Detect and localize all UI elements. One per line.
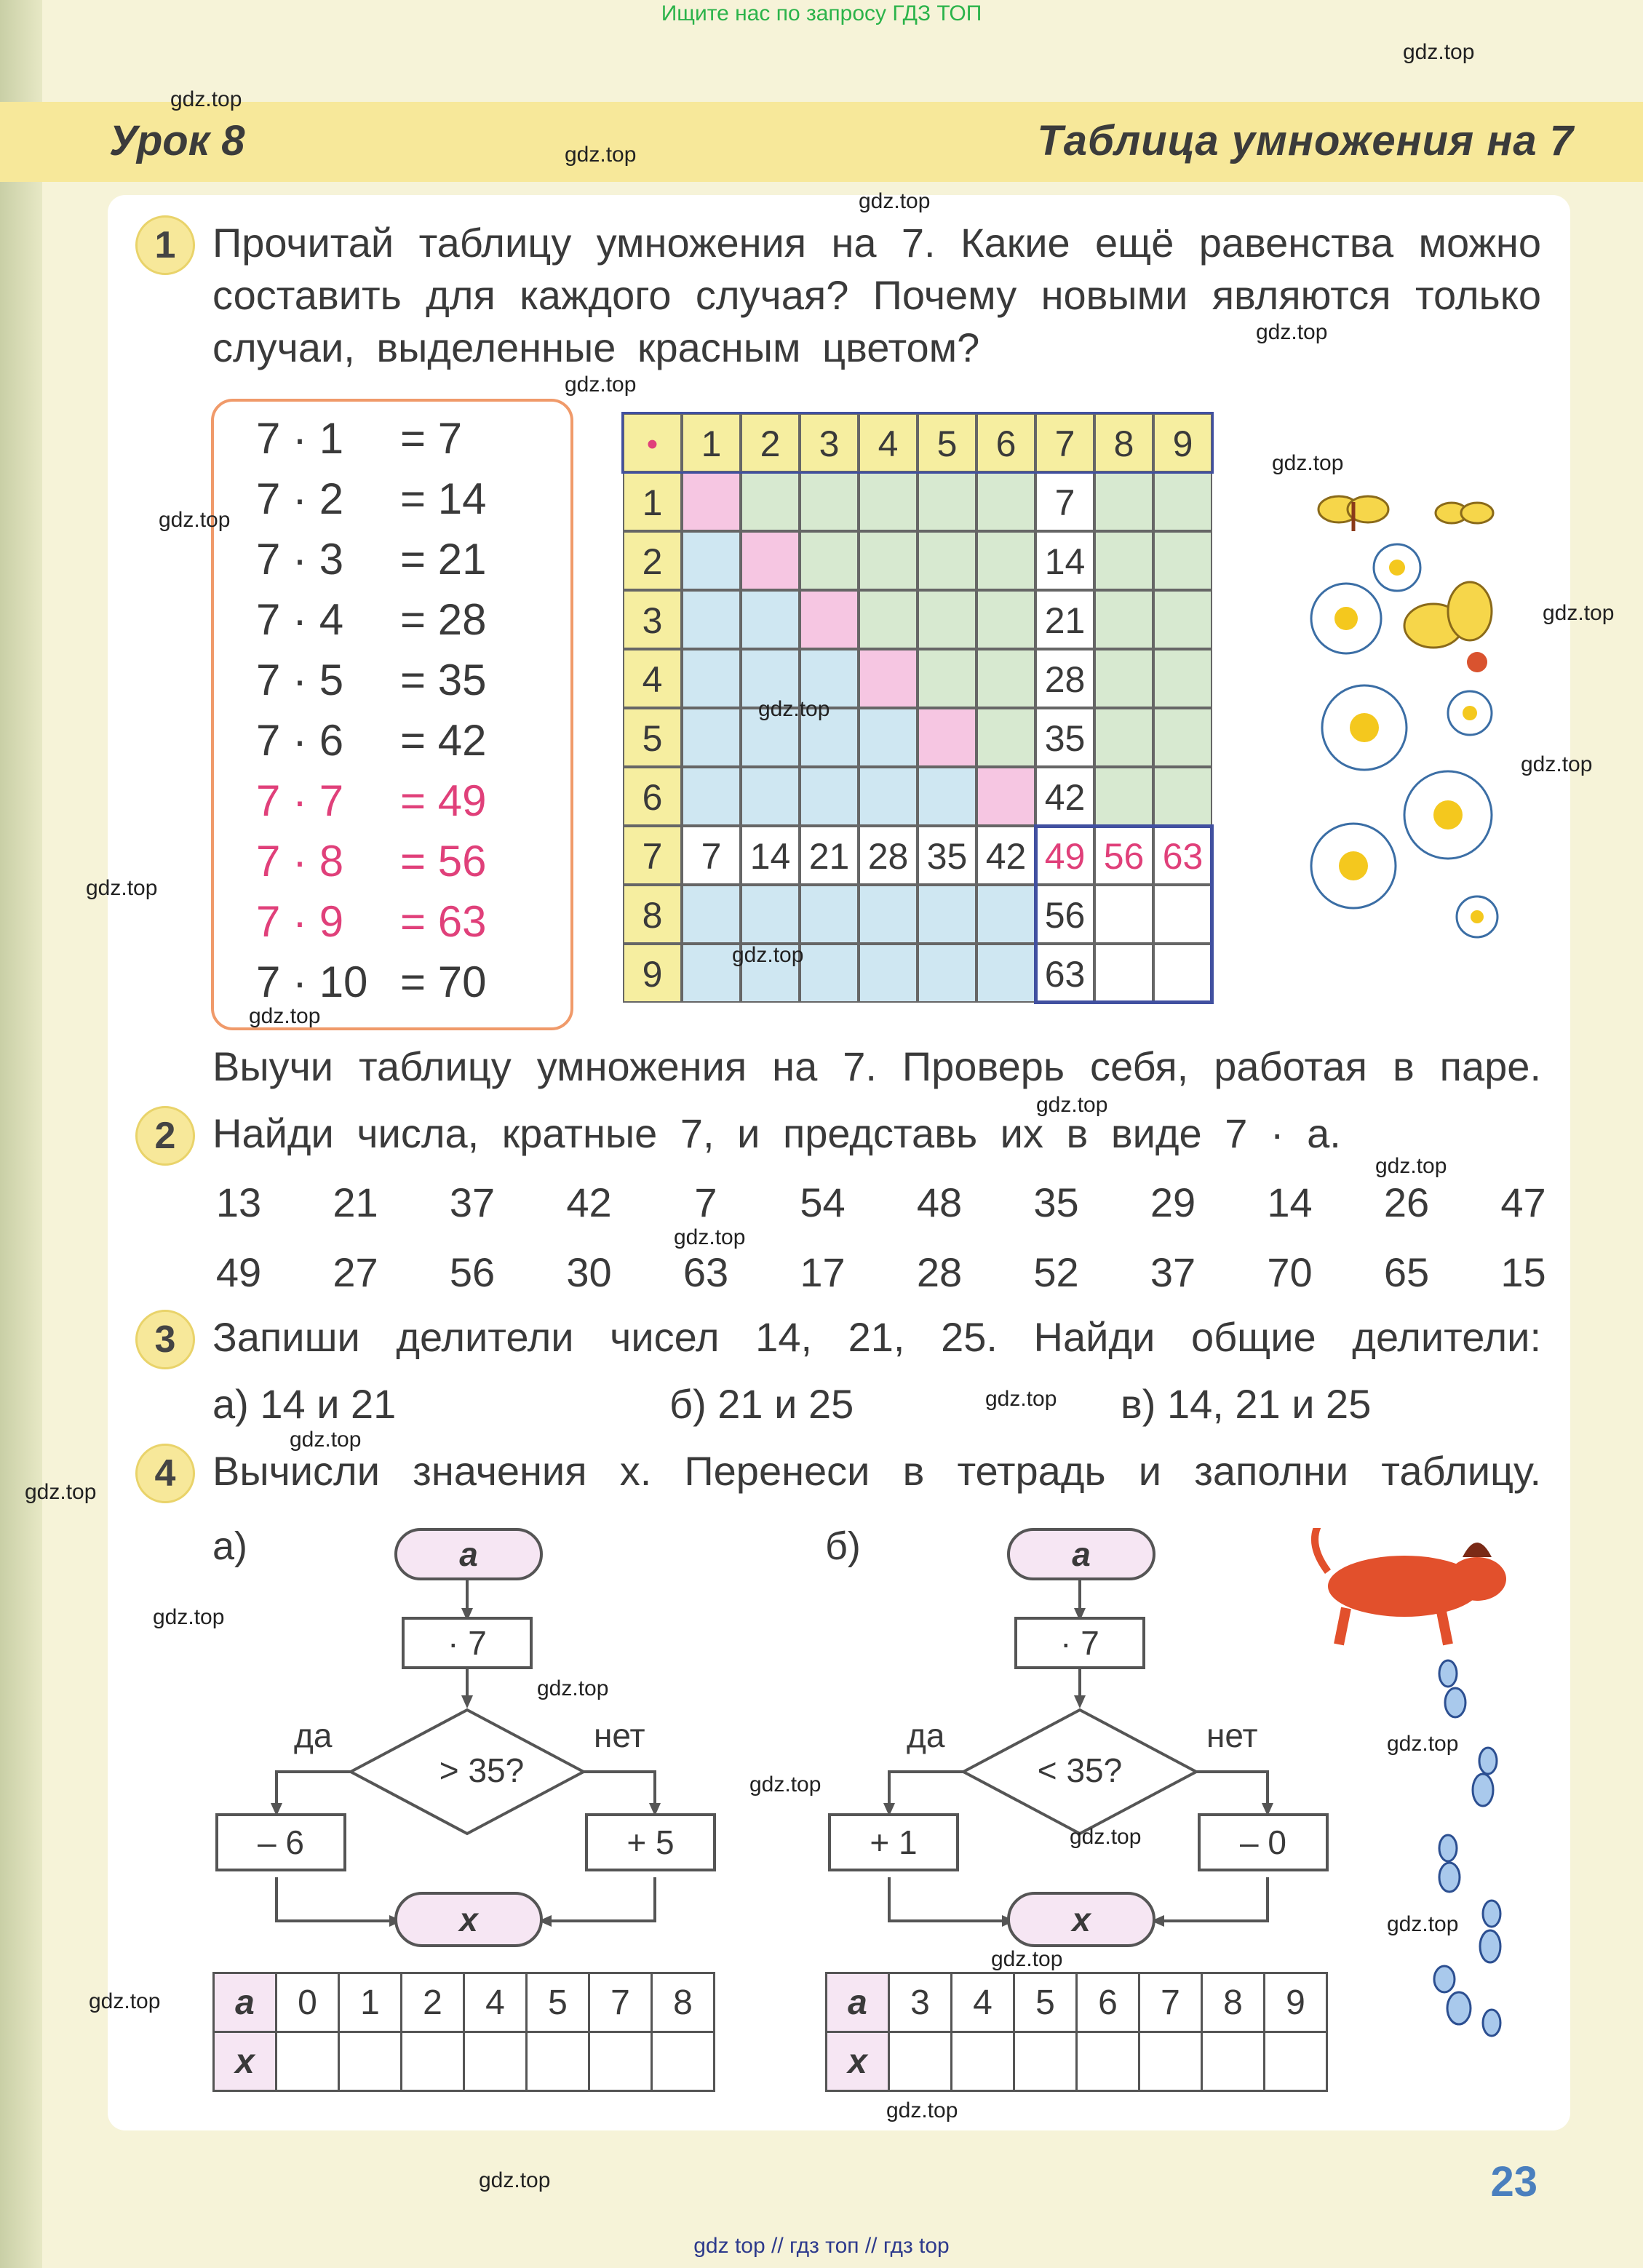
table-row-header: a <box>827 1973 889 2032</box>
grid-cell <box>918 944 976 1003</box>
number-item: 48 <box>916 1179 963 1225</box>
grid-row-header: 8 <box>623 885 682 944</box>
grid-row-header: 9 <box>623 944 682 1003</box>
number-item: 28 <box>916 1249 963 1295</box>
number-item: 65 <box>1383 1249 1430 1295</box>
number-item: 37 <box>449 1179 496 1225</box>
equation-rhs: = 14 <box>400 474 487 523</box>
page-fold-strip <box>0 0 42 2268</box>
grid-cell <box>1094 944 1153 1003</box>
dog-icon <box>1315 1528 1506 1644</box>
grid-cell <box>918 531 976 590</box>
grid-cell <box>1094 590 1153 649</box>
grid-cell <box>918 472 976 531</box>
equation-rhs: = 49 <box>400 776 487 825</box>
grid-cell: 14 <box>741 826 800 885</box>
page-number: 23 <box>1490 2158 1537 2205</box>
grid-cell <box>1094 767 1153 826</box>
watermark: gdz.top <box>859 189 931 213</box>
table-row <box>214 2032 715 2091</box>
grid-cell <box>976 531 1035 590</box>
watermark: gdz.top <box>1387 1912 1459 1936</box>
table-cell <box>1139 2032 1202 2091</box>
flow-b-label: б) <box>825 1524 861 1568</box>
grid-row-header: 1 <box>623 472 682 531</box>
equation-lhs: 7 · 3 <box>256 535 344 584</box>
grid-cell <box>976 472 1035 531</box>
grid-cell <box>918 708 976 767</box>
watermark: gdz.top <box>479 2168 551 2192</box>
equation-rhs: = 28 <box>400 595 487 644</box>
task-3-part-c: в) 14, 21 и 25 <box>1121 1381 1372 1427</box>
grid-cell <box>682 590 741 649</box>
task-1-line-1: Прочитай таблицу умножения на 7. Какие ещё равенства можно <box>212 220 1541 266</box>
number-item: 13 <box>215 1179 262 1225</box>
grid-cell <box>1153 649 1212 708</box>
table-cell <box>402 2032 464 2091</box>
table-cell: 8 <box>1202 1973 1265 2032</box>
grid-cell: 14 <box>1035 531 1094 590</box>
watermark: gdz.top <box>159 508 231 532</box>
grid-column-header: 5 <box>918 413 976 472</box>
watermark: gdz.top <box>290 1428 362 1452</box>
table-cell: 4 <box>464 1973 527 2032</box>
task-3-text: Запиши делители чисел 14, 21, 25. Найди общие делители: <box>212 1314 1541 1360</box>
table-cell <box>277 2032 339 2091</box>
watermark: gdz.top <box>25 1480 97 1504</box>
table-cell: 0 <box>277 1973 339 2032</box>
grid-cell <box>682 767 741 826</box>
grid-cell <box>859 708 918 767</box>
grid-cell <box>741 767 800 826</box>
grid-column-header: 1 <box>682 413 741 472</box>
table-cell: 7 <box>1139 1973 1202 2032</box>
grid-cell <box>800 885 859 944</box>
grid-cell <box>859 472 918 531</box>
watermark: gdz.top <box>565 373 637 397</box>
table-cell <box>527 2032 589 2091</box>
task-4-text: Вычисли значения x. Перенеси в тетрадь и заполни таблицу. <box>212 1448 1541 1494</box>
grid-cell <box>800 590 859 649</box>
grid-cell <box>918 767 976 826</box>
grid-cell <box>1153 885 1212 944</box>
grid-cell <box>800 767 859 826</box>
task-2-text: Найди числа, кратные 7, и представь их в виде 7 · а. <box>212 1110 1341 1156</box>
number-item: 42 <box>566 1179 612 1225</box>
watermark: gdz.top <box>565 143 637 167</box>
number-item: 29 <box>1150 1179 1196 1225</box>
grid-cell <box>682 472 741 531</box>
equation-rhs: = 63 <box>400 897 487 946</box>
table-cell <box>1202 2032 1265 2091</box>
flow-a-label: а) <box>212 1524 248 1568</box>
grid-cell <box>1094 649 1153 708</box>
grid-cell: 63 <box>1153 826 1212 885</box>
number-item: 54 <box>800 1179 846 1225</box>
number-item: 70 <box>1267 1249 1313 1295</box>
flow-b-condition: < 35? <box>1037 1751 1123 1789</box>
flow-b-no: нет <box>1206 1716 1258 1754</box>
table-cell: 7 <box>589 1973 652 2032</box>
grid-cell <box>918 649 976 708</box>
top-watermark-link[interactable]: Ищите нас по запросу ГДЗ ТОП <box>661 1 982 25</box>
grid-cell <box>918 885 976 944</box>
grid-row-header: 4 <box>623 649 682 708</box>
grid-cell <box>1153 472 1212 531</box>
grid-column-header: 7 <box>1035 413 1094 472</box>
table-cell <box>652 2032 715 2091</box>
grid-cell <box>741 590 800 649</box>
table-cell: 5 <box>1014 1973 1077 2032</box>
equation-lhs: 7 · 8 <box>256 837 344 886</box>
table-cell <box>952 2032 1014 2091</box>
task-1-line-3: случаи, выделенные красным цветом? <box>212 325 980 370</box>
task-3-part-a: а) 14 и 21 <box>212 1381 397 1427</box>
grid-cell <box>1153 944 1212 1003</box>
number-item: 27 <box>333 1249 378 1295</box>
grid-cell <box>976 649 1035 708</box>
grid-row-header: 2 <box>623 531 682 590</box>
grid-cell: 49 <box>1035 826 1094 885</box>
table-cell: 8 <box>652 1973 715 2032</box>
grid-row-header: 3 <box>623 590 682 649</box>
flow-a-multiply: · 7 <box>402 1617 533 1669</box>
watermark: gdz.top <box>674 1225 746 1249</box>
grid-cell <box>976 590 1035 649</box>
table-cell <box>889 2032 952 2091</box>
grid-cell <box>1153 767 1212 826</box>
watermark: gdz.top <box>985 1387 1057 1411</box>
flow-b-start: a <box>1007 1528 1155 1580</box>
butterfly-icon <box>1318 496 1388 531</box>
flowchart-a-arrows <box>204 1535 742 1943</box>
grid-cell: 42 <box>1035 767 1094 826</box>
watermark: gdz.top <box>1543 601 1615 625</box>
grid-column-header: 8 <box>1094 413 1153 472</box>
watermark: gdz.top <box>886 2098 958 2122</box>
watermark: gdz.top <box>1521 752 1593 776</box>
number-item: 15 <box>1500 1249 1546 1295</box>
watermark: gdz.top <box>1403 40 1475 64</box>
grid-cell <box>682 885 741 944</box>
grid-corner: • <box>623 413 682 472</box>
watermark: gdz.top <box>537 1676 609 1700</box>
flowchart-b-arrows <box>816 1535 1355 1943</box>
flow-a-no: нет <box>594 1716 645 1754</box>
grid-cell: 28 <box>859 826 918 885</box>
watermark: gdz.top <box>1272 451 1344 475</box>
table-row <box>827 2032 1327 2091</box>
number-item: 49 <box>215 1249 262 1295</box>
grid-cell <box>859 767 918 826</box>
grid-column-header: 6 <box>976 413 1035 472</box>
grid-cell <box>741 885 800 944</box>
equation-rhs: = 56 <box>400 837 487 886</box>
table-cell: 9 <box>1265 1973 1327 2032</box>
grid-cell <box>918 590 976 649</box>
table-cell: 1 <box>339 1973 402 2032</box>
grid-cell <box>1153 708 1212 767</box>
grid-cell <box>800 531 859 590</box>
task-3-badge: 3 <box>135 1310 195 1369</box>
learn-instruction: Выучи таблицу умножения на 7. Проверь себя, работая в паре. <box>212 1043 1541 1089</box>
grid-cell: 28 <box>1035 649 1094 708</box>
number-item: 30 <box>566 1249 612 1295</box>
grid-cell <box>976 944 1035 1003</box>
flow-b-no-op: – 0 <box>1198 1813 1329 1871</box>
table-row-header: x <box>214 2032 277 2091</box>
lesson-number: Урок 8 <box>109 117 245 164</box>
watermark: gdz.top <box>758 697 830 721</box>
table-row-header: a <box>214 1973 277 2032</box>
equation-rhs: = 21 <box>400 535 487 584</box>
flow-a-table <box>212 1972 715 2092</box>
number-item: 21 <box>333 1179 378 1225</box>
task-3-part-b: б) 21 и 25 <box>669 1381 854 1427</box>
grid-row-header: 5 <box>623 708 682 767</box>
equation-lhs: 7 · 4 <box>256 595 344 644</box>
watermark: gdz.top <box>732 943 804 967</box>
grid-cell <box>859 649 918 708</box>
grid-cell <box>859 885 918 944</box>
watermark: gdz.top <box>991 1947 1063 1971</box>
table-cell: 6 <box>1077 1973 1139 2032</box>
grid-cell <box>976 885 1035 944</box>
equation-lhs: 7 · 2 <box>256 474 344 523</box>
grid-cell <box>976 767 1035 826</box>
flow-a-no-op: + 5 <box>585 1813 716 1871</box>
task-1-line-2: составить для каждого случая? Почему новыми являются только <box>212 272 1541 318</box>
task-1-badge: 1 <box>135 215 195 275</box>
task-2-badge: 2 <box>135 1106 195 1166</box>
lesson-title: Таблица умножения на 7 <box>1037 117 1574 164</box>
grid-cell <box>1094 885 1153 944</box>
grid-column-header: 4 <box>859 413 918 472</box>
number-item: 47 <box>1500 1179 1546 1225</box>
grid-cell: 56 <box>1035 885 1094 944</box>
number-item: 35 <box>1033 1179 1079 1225</box>
flow-b-table <box>825 1972 1328 2092</box>
flow-a-condition: > 35? <box>439 1751 525 1789</box>
flow-b-end: x <box>1007 1892 1155 1947</box>
grid-cell <box>682 708 741 767</box>
table-cell: 4 <box>952 1973 1014 2032</box>
grid-cell: 63 <box>1035 944 1094 1003</box>
grid-cell: 56 <box>1094 826 1153 885</box>
grid-column-header: 2 <box>741 413 800 472</box>
watermark: gdz.top <box>89 1989 161 2013</box>
number-item: 56 <box>449 1249 496 1295</box>
table-cell <box>464 2032 527 2091</box>
grid-cell <box>741 472 800 531</box>
grid-cell <box>1153 531 1212 590</box>
watermark: gdz.top <box>1375 1154 1447 1178</box>
grid-cell: 21 <box>1035 590 1094 649</box>
watermark: gdz.top <box>86 876 158 900</box>
flow-a-yes-op: – 6 <box>215 1813 346 1871</box>
equation-lhs: 7 · 6 <box>256 716 344 765</box>
grid-cell: 35 <box>1035 708 1094 767</box>
number-item: 14 <box>1267 1179 1313 1225</box>
grid-cell <box>1094 472 1153 531</box>
table-cell <box>589 2032 652 2091</box>
flow-b-yes: да <box>907 1716 945 1754</box>
watermark: gdz.top <box>1070 1825 1142 1849</box>
footprint-icon <box>1434 1660 1500 2036</box>
grid-cell <box>859 590 918 649</box>
equation-rhs: = 70 <box>400 958 487 1006</box>
watermark: gdz.top <box>1387 1732 1459 1756</box>
table-cell: 3 <box>889 1973 952 2032</box>
table-cell <box>339 2032 402 2091</box>
dog-footprints-illustration <box>1295 1528 1513 2052</box>
butterfly-icon <box>1436 503 1493 523</box>
grid-cell <box>976 708 1035 767</box>
watermark: gdz.top <box>749 1772 822 1797</box>
flow-a-end: x <box>394 1892 543 1947</box>
grid-column-header: 9 <box>1153 413 1212 472</box>
grid-cell <box>1094 531 1153 590</box>
watermark: gdz.top <box>170 87 242 111</box>
footer-links[interactable]: gdz top // гдз топ // гдз top <box>693 2234 950 2258</box>
equation-lhs: 7 · 10 <box>256 958 368 1006</box>
grid-cell: 35 <box>918 826 976 885</box>
watermark: gdz.top <box>1036 1093 1108 1117</box>
number-item: 7 <box>694 1179 717 1225</box>
grid-cell <box>682 649 741 708</box>
table-cell <box>1014 2032 1077 2091</box>
grid-cell <box>682 531 741 590</box>
number-item: 37 <box>1150 1249 1196 1295</box>
grid-cell <box>800 472 859 531</box>
grid-cell: 7 <box>682 826 741 885</box>
grid-cell <box>1153 590 1212 649</box>
flow-a-yes: да <box>294 1716 333 1754</box>
watermark: gdz.top <box>153 1605 225 1629</box>
flow-a-start: a <box>394 1528 543 1580</box>
grid-cell: 42 <box>976 826 1035 885</box>
grid-cell <box>800 944 859 1003</box>
butterfly-icon <box>1404 582 1492 672</box>
equation-rhs: = 35 <box>400 656 487 704</box>
equation-lhs: 7 · 9 <box>256 897 344 946</box>
grid-cell: 21 <box>800 826 859 885</box>
grid-cell: 7 <box>1035 472 1094 531</box>
table-cell <box>1077 2032 1139 2091</box>
grid-row-header: 7 <box>623 826 682 885</box>
equation-rhs: = 42 <box>400 716 487 765</box>
flow-b-multiply: · 7 <box>1014 1617 1145 1669</box>
table-cell: 2 <box>402 1973 464 2032</box>
number-item: 17 <box>800 1249 846 1295</box>
grid-row-header: 6 <box>623 767 682 826</box>
grid-cell <box>859 944 918 1003</box>
table-row <box>214 1973 715 2032</box>
equation-lhs: 7 · 1 <box>256 414 344 463</box>
equation-lhs: 7 · 5 <box>256 656 344 704</box>
equation-lhs: 7 · 7 <box>256 776 344 825</box>
equation-rhs: = 7 <box>400 414 463 463</box>
number-item: 63 <box>683 1249 729 1295</box>
grid-column-header: 3 <box>800 413 859 472</box>
flow-b-yes-op: + 1 <box>828 1813 959 1871</box>
grid-cell <box>1094 708 1153 767</box>
number-item: 52 <box>1033 1249 1079 1295</box>
watermark: gdz.top <box>1256 320 1328 344</box>
table-row-header: x <box>827 2032 889 2091</box>
number-item: 26 <box>1383 1179 1430 1225</box>
table-cell: 5 <box>527 1973 589 2032</box>
butterflies-flowers-illustration <box>1295 480 1543 946</box>
grid-cell <box>859 531 918 590</box>
watermark: gdz.top <box>249 1004 321 1028</box>
table-row <box>827 1973 1327 2032</box>
task-4-badge: 4 <box>135 1444 195 1503</box>
grid-cell <box>741 531 800 590</box>
